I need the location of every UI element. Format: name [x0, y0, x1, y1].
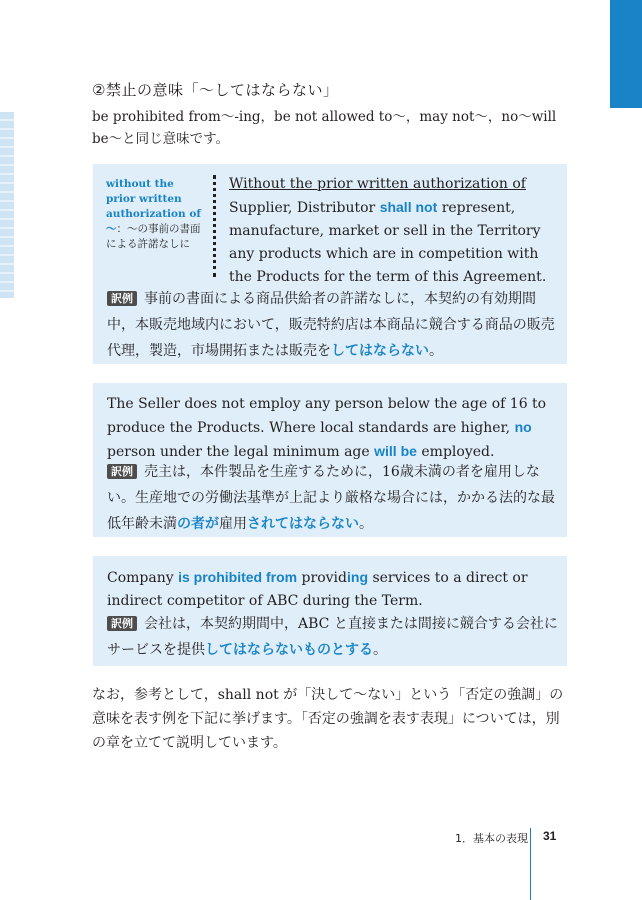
intro-paragraph: be prohibited from～-ing，be not allowed to～，may not～，no～will be～と同じ意味です。: [92, 109, 557, 147]
thumb-index-strip: [0, 112, 14, 298]
chapter-tab: [610, 0, 642, 108]
keyword: ing: [347, 569, 368, 585]
section-heading: ②禁止の意味「～してはならない」: [92, 81, 339, 99]
side-note: [106, 177, 204, 252]
japanese-translation: 訳例 会社は，本契約期間中，ABC と直接または間接に競合する会社にサービスを提供してはならないものとする。: [107, 616, 558, 658]
example-box-3: [93, 556, 567, 666]
japanese-translation: 訳例 売主は，本件製品を生産するために，16歳未満の者を雇用しない。生産地での労働法基準が上記より厳格な場合には，かかる法的な最低年齢未満の者が雇用されてはならない。: [107, 464, 555, 532]
keyword: の者が: [177, 516, 219, 532]
running-footer-chapter: 1．基本の表現: [455, 832, 528, 845]
translation-badge: 訳例: [107, 616, 137, 631]
english-example: Without the prior written authorization of Supplier, Distributor shall not represent, manufacture, market or sell in the Territory any products which are in competition with the Products for the term of this Agreement.: [229, 176, 547, 285]
keyword: shall not: [379, 199, 438, 215]
translation-badge: 訳例: [107, 464, 137, 479]
keyword: no: [514, 419, 532, 435]
example-box-2: [93, 383, 567, 537]
japanese-translation: 訳例 事前の書面による商品供給者の許諾なしに，本契約の有効期間中，本販売地域内において，販売特約店は本商品に競合する商品の販売代理，製造，市場開拓または販売をしてはならない。: [107, 291, 555, 359]
page-number: 31: [543, 829, 557, 843]
english-example: The Seller does not employ any person below the age of 16 to produce the Products. Where local standards are higher, no person under the legal minimum age will be employed.: [107, 396, 547, 460]
keyword: is prohibited from: [178, 569, 298, 585]
underlined-phrase: Without the prior written authorization of: [229, 176, 526, 192]
english-example: Company is prohibited from providing services to a direct or indirect competitor of ABC during the Term.: [107, 569, 528, 609]
keyword: されてはならない: [247, 516, 359, 532]
dotted-divider: [213, 175, 216, 277]
translation-badge: 訳例: [107, 291, 137, 306]
keyword: will be: [374, 443, 417, 459]
keyword: してはならないものとする: [205, 642, 373, 658]
footer-divider: [530, 828, 531, 900]
side-note-english: without the prior written authorization of～: [106, 178, 201, 235]
side-note-japanese: ：～の事前の書面による許諾なしに: [106, 223, 201, 250]
example-box-1: [93, 164, 567, 364]
keyword: してはならない: [331, 343, 429, 359]
closing-paragraph: なお，参考として，shall not が「決して～ない」という「否定の強調」の意味を表す例を下記に挙げます。「否定の強調を表す表現」については，別の章を立てて説明しています。: [92, 687, 564, 751]
